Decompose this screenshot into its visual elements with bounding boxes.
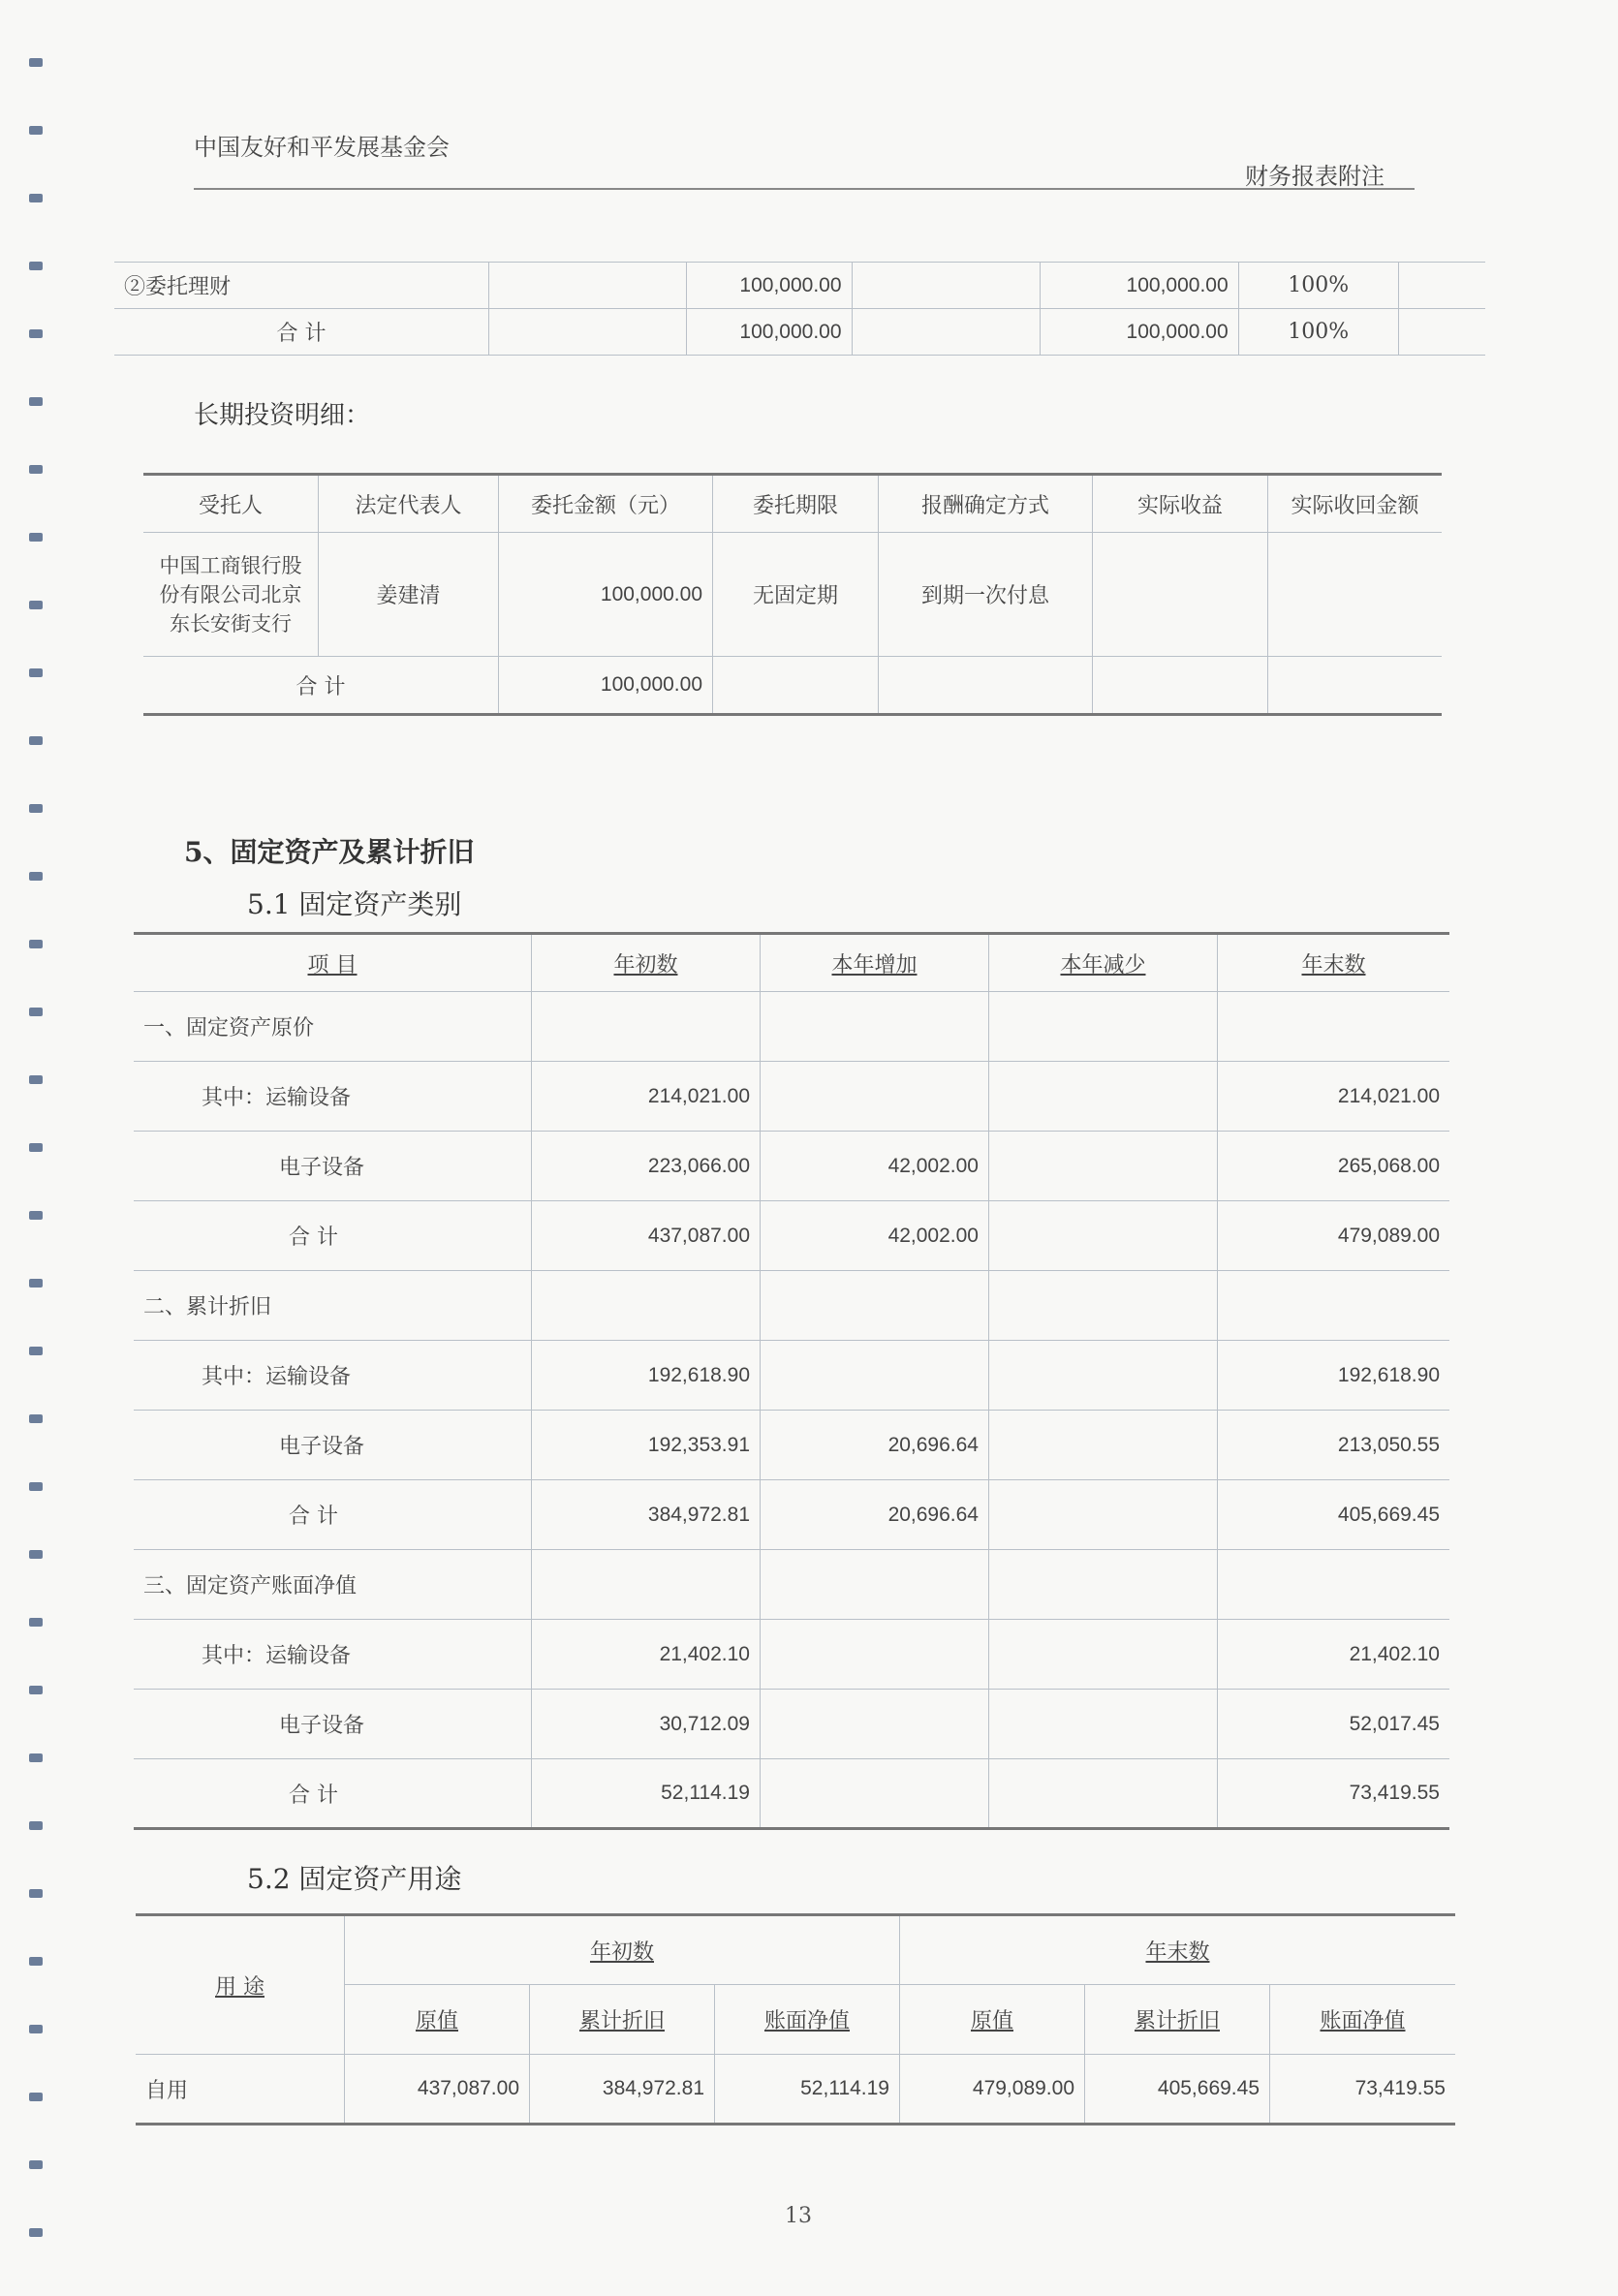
binding-hole [29,601,43,609]
binding-hole [29,2228,43,2237]
col-header: 委托期限 [713,475,879,533]
cell-begin [532,992,761,1062]
sub-header-text: 累计折旧 [578,2009,665,2033]
binding-hole [29,126,43,135]
actual-income [1093,533,1268,657]
table-header-row [136,1915,1455,1985]
cell-amount: 100,000.00 [687,263,852,309]
cell-end: 192,618.90 [1218,1341,1450,1411]
table-row [134,1411,1449,1480]
fixed-asset-category-table [134,932,1449,1830]
binding-hole [29,1618,43,1627]
row-label: 电子设备 [134,1690,532,1759]
cell [852,309,1040,356]
row-label: 三、固定资产账面净值 [134,1550,532,1620]
cell-end [1218,1271,1450,1341]
binding-hole [29,872,43,881]
cell-end: 405,669.45 [1218,1480,1450,1550]
total-amount: 100,000.00 [499,657,713,715]
cell-increase: 20,696.64 [761,1411,989,1480]
table-header-row [134,934,1449,992]
entrusted-amount: 100,000.00 [499,533,713,657]
table-row [136,2055,1455,2125]
cell-increase [761,1550,989,1620]
cell-percent: 100% [1238,263,1398,309]
binding-hole [29,329,43,338]
cell-begin: 384,972.81 [532,1480,761,1550]
sub-header-text: 原值 [970,2009,1013,2033]
cell [1398,263,1485,309]
cell-decrease [989,1271,1218,1341]
sub-header-text: 累计折旧 [1134,2009,1220,2033]
row-label: 其中：运输设备 [134,1620,532,1690]
binding-hole [29,940,43,948]
cell-increase [761,1341,989,1411]
sub-header [1085,1985,1270,2055]
col-header-use [136,1915,345,2055]
section-5-title: 5、固定资产及累计折旧 [184,836,475,868]
cell-amount: 100,000.00 [687,309,852,356]
table-row [134,1480,1449,1550]
page-number: 13 [785,2204,812,2228]
binding-hole [29,1957,43,1966]
cell-increase [761,1759,989,1829]
table-row [134,1550,1449,1620]
cell-end: 265,068.00 [1218,1132,1450,1201]
cell-increase [761,1271,989,1341]
long-term-investment-table [143,473,1442,716]
col-header: 法定代表人 [319,475,499,533]
binding-hole [29,533,43,542]
row-label: 其中：运输设备 [134,1341,532,1411]
col-header-text: 年初数 [613,952,678,977]
cell-decrease [989,1201,1218,1271]
cell-increase: 42,002.00 [761,1201,989,1271]
binding-hole [29,1753,43,1762]
table-row [134,1690,1449,1759]
cell [1268,657,1443,715]
col-header-text: 年末数 [1145,1939,1210,1965]
cell-decrease [989,1550,1218,1620]
table-row [134,1271,1449,1341]
col-header-text: 年初数 [589,1939,654,1965]
cell-increase [761,992,989,1062]
binding-hole [29,58,43,67]
cell-decrease [989,1690,1218,1759]
entrusted-finance-table [114,262,1485,356]
header-org-name: 中国友好和平发展基金会 [194,134,450,161]
header-section-title: 财务报表附注 [1245,163,1385,190]
cell-begin: 214,021.00 [532,1062,761,1132]
cell-amount: 384,972.81 [530,2055,715,2125]
cell-begin: 52,114.19 [532,1759,761,1829]
col-header-item [134,934,532,992]
cell [713,657,879,715]
section-5-1-title: 5.1 固定资产类别 [247,888,462,920]
binding-hole [29,2093,43,2101]
cell-amount: 52,114.19 [715,2055,900,2125]
binding-hole [29,1075,43,1084]
long-term-investment-title: 长期投资明细： [194,401,371,430]
col-header-text: 本年减少 [1060,952,1146,977]
binding-hole [29,194,43,202]
cell-amount: 479,089.00 [900,2055,1085,2125]
cell-end: 213,050.55 [1218,1411,1450,1480]
binding-hole [29,1211,43,1220]
sub-header [715,1985,900,2055]
cell-end: 52,017.45 [1218,1690,1450,1759]
binding-hole [29,804,43,813]
cell [1398,309,1485,356]
binding-hole [29,1008,43,1016]
payment-method: 到期一次付息 [879,533,1093,657]
table-row [134,1062,1449,1132]
col-header-increase [761,934,989,992]
cell-begin: 30,712.09 [532,1690,761,1759]
col-header-text: 本年增加 [831,952,918,977]
col-header: 实际收益 [1093,475,1268,533]
row-label: 其中：运输设备 [134,1062,532,1132]
sub-header [345,1985,530,2055]
binding-hole [29,1889,43,1898]
cell-decrease [989,1759,1218,1829]
cell-begin [532,1271,761,1341]
cell-begin: 192,353.91 [532,1411,761,1480]
cell [852,263,1040,309]
sub-header-text: 账面净值 [763,2009,850,2033]
cell-end: 479,089.00 [1218,1201,1450,1271]
cell-decrease [989,1062,1218,1132]
sub-header [530,1985,715,2055]
col-header: 委托金额（元） [499,475,713,533]
binding-hole [29,465,43,474]
binding-hole [29,397,43,406]
col-header-decrease [989,934,1218,992]
sub-header-text: 账面净值 [1320,2009,1406,2033]
col-header-begin [532,934,761,992]
section-5-2-title: 5.2 固定资产用途 [247,1863,462,1895]
binding-hole [29,1414,43,1423]
binding-hole [29,1550,43,1559]
col-header-begin [345,1915,900,1985]
cell [879,657,1093,715]
table-header-row [143,475,1442,533]
binding-hole [29,1143,43,1152]
cell-amount: 100,000.00 [1040,309,1238,356]
col-header-text: 项 目 [307,952,358,977]
cell-amount: 73,419.55 [1270,2055,1456,2125]
cell-end: 21,402.10 [1218,1620,1450,1690]
table-row [134,1132,1449,1201]
sub-header [900,1985,1085,2055]
row-label: 一、固定资产原价 [134,992,532,1062]
row-label: 电子设备 [134,1411,532,1480]
table-row [134,1620,1449,1690]
binding-hole [29,736,43,745]
cell-end: 73,419.55 [1218,1759,1450,1829]
table-row [134,992,1449,1062]
binding-hole [29,1821,43,1830]
cell-decrease [989,1620,1218,1690]
cell-amount: 100,000.00 [1040,263,1238,309]
cell [489,309,687,356]
table-row [134,1201,1449,1271]
legal-representative: 姜建清 [319,533,499,657]
cell-increase: 42,002.00 [761,1132,989,1201]
binding-hole [29,2025,43,2033]
entrust-period: 无固定期 [713,533,879,657]
col-header: 实际收回金额 [1268,475,1443,533]
cell-amount: 405,669.45 [1085,2055,1270,2125]
col-header: 报酬确定方式 [879,475,1093,533]
binding-hole [29,1686,43,1694]
cell-begin: 21,402.10 [532,1620,761,1690]
trustee-name: 中国工商银行股份有限公司北京东长安街支行 [143,533,319,657]
total-label: 合 计 [114,309,489,356]
cell-decrease [989,1341,1218,1411]
cell-increase: 20,696.64 [761,1480,989,1550]
sub-header [1270,1985,1456,2055]
cell-end [1218,1550,1450,1620]
col-header-text: 用 途 [215,1974,264,2000]
cell [489,263,687,309]
row-label: ②委托理财 [114,263,489,309]
col-header-end [900,1915,1456,1985]
binding-hole [29,1347,43,1355]
cell-increase [761,1620,989,1690]
total-label: 合 计 [143,657,499,715]
actual-recovered [1268,533,1443,657]
cell-decrease [989,1480,1218,1550]
table-row [114,263,1485,309]
cell-begin: 437,087.00 [532,1201,761,1271]
col-header-end [1218,934,1450,992]
binding-hole [29,2160,43,2169]
row-label: 自用 [136,2055,345,2125]
sub-header-text: 原值 [415,2009,458,2033]
cell-begin: 192,618.90 [532,1341,761,1411]
cell-begin: 223,066.00 [532,1132,761,1201]
cell-increase [761,1690,989,1759]
table-row [134,1759,1449,1829]
row-label: 合 计 [134,1480,532,1550]
row-label: 二、累计折旧 [134,1271,532,1341]
binding-hole [29,262,43,270]
cell-increase [761,1062,989,1132]
table-total-row [143,657,1442,715]
table-row [134,1341,1449,1411]
cell-begin [532,1550,761,1620]
table-row [143,533,1442,657]
cell-amount: 437,087.00 [345,2055,530,2125]
row-label: 合 计 [134,1759,532,1829]
col-header-text: 年末数 [1301,952,1366,977]
cell-end: 214,021.00 [1218,1062,1450,1132]
cell-decrease [989,992,1218,1062]
cell-decrease [989,1411,1218,1480]
cell [1093,657,1268,715]
row-label: 电子设备 [134,1132,532,1201]
col-header: 受托人 [143,475,319,533]
header-rule [194,188,1415,190]
binding-hole [29,668,43,677]
binding-hole [29,1482,43,1491]
cell-percent: 100% [1238,309,1398,356]
binding-hole [29,1279,43,1288]
fixed-asset-usage-table [136,1913,1455,2125]
cell-decrease [989,1132,1218,1201]
row-label: 合 计 [134,1201,532,1271]
cell-end [1218,992,1450,1062]
table-row [114,309,1485,356]
